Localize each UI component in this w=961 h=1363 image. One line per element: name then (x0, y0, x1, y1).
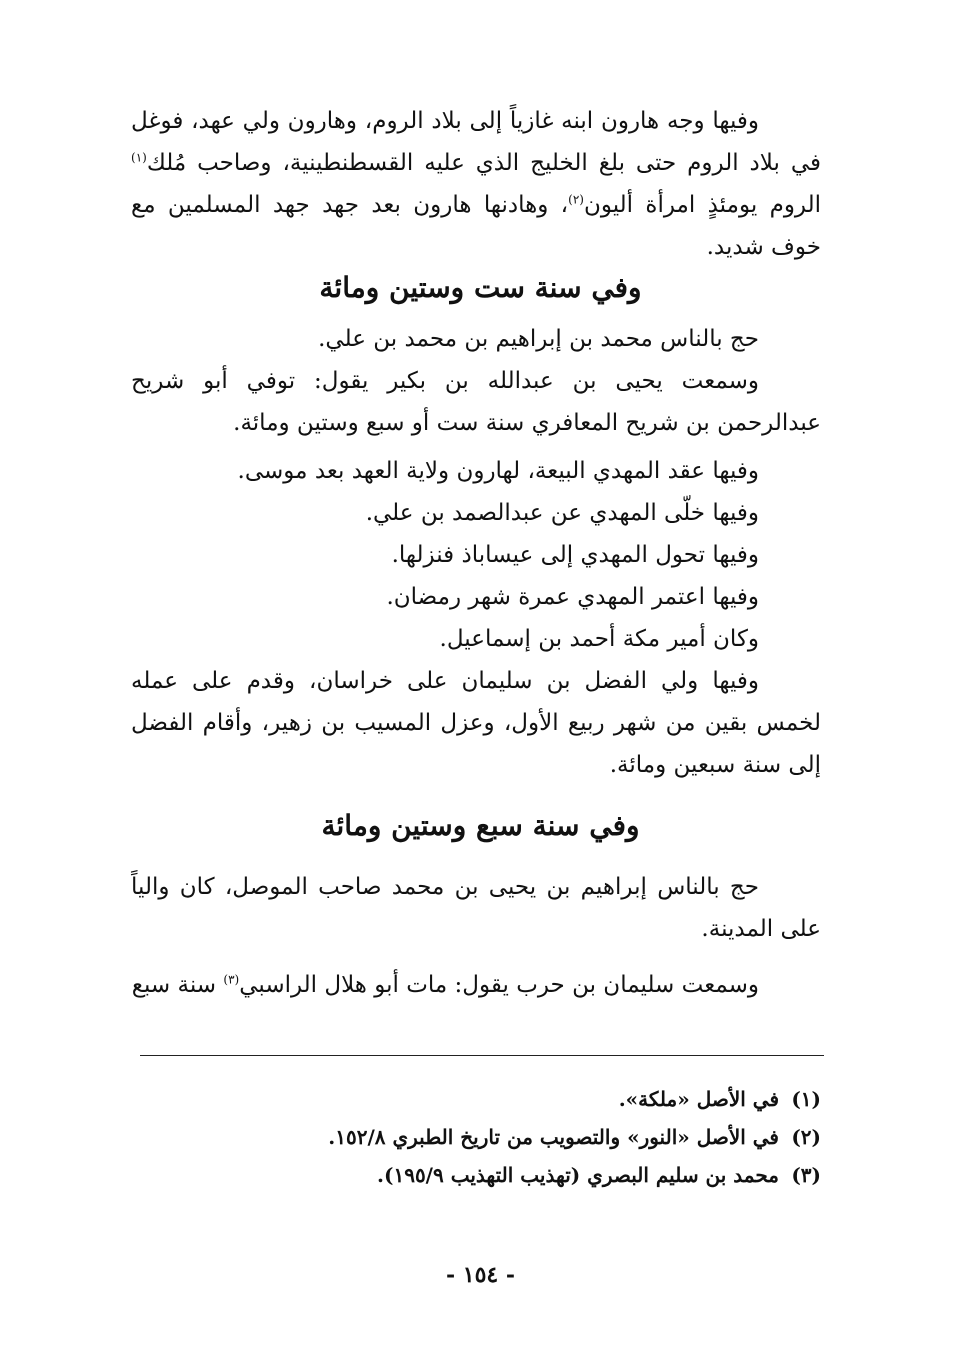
footnote-text: محمد بن سليم البصري (تهذيب التهذيب ١٩٥/٩). (377, 1163, 779, 1187)
section-166-p4: وفيها خلّى المهدي عن عبدالصمد بن علي. (365, 500, 759, 526)
footnote-3 (137, 1156, 821, 1194)
intro-paragraph-block (131, 100, 821, 268)
section-167-block (131, 866, 821, 1006)
footnote-number: (٢) (791, 1125, 821, 1149)
section-heading-167: وفي سنة سبع وستين ومائة (321, 809, 640, 842)
footnote-divider (140, 1055, 824, 1056)
section-166-p1: حج بالناس محمد بن إبراهيم بن محمد بن علي. (318, 326, 759, 352)
section-167-p2 (131, 964, 821, 1006)
footnote-ref-2: (٢) (568, 192, 584, 207)
section-166-p8: وفيها ولي الفضل بن سليمان على خراسان، وقدم على عمله لخمس بقين من شهر ربيع الأول، وعزل المسيب بن زهير، وأقام الفضل إلى سنة سبعين ومائة. (131, 668, 821, 778)
section-167-p2-text2: سنة سبع (131, 972, 224, 998)
footnote-ref-1: (١) (131, 150, 147, 165)
footnote-2 (137, 1118, 821, 1156)
footnote-ref-3: (٣) (223, 972, 240, 987)
intro-text-3: ، وهادنها هارون بعد جهد جهد المسلمين مع خوف شديد. (131, 192, 821, 260)
section-heading-166: وفي سنة ست وستين ومائة (319, 271, 642, 304)
intro-text-2: الروم يومئذٍ امرأة أليون (583, 192, 822, 218)
page-number: - ١٥٤ - (445, 1262, 516, 1288)
footnote-number: (٣) (791, 1163, 821, 1187)
footnotes (137, 1080, 821, 1194)
section-166-p5: وفيها تحول المهدي إلى عيساباذ فنزلها. (391, 542, 759, 568)
footnote-number: (١) (791, 1087, 821, 1111)
section-166-block (131, 318, 821, 786)
section-166-p2: وسمعت يحيى بن عبدالله بن بكير يقول: توفي أبو شريح عبدالرحمن بن شريح المعافري سنة ست أو سبع وستين ومائة. (131, 368, 821, 436)
intro-paragraph (131, 100, 821, 268)
section-166-p6: وفيها اعتمر المهدي عمرة شهر رمضان. (386, 584, 759, 610)
section-166-p7: وكان أمير مكة أحمد بن إسماعيل. (439, 626, 759, 652)
section-167-p2-text: وسمعت سليمان بن حرب يقول: مات أبو هلال الراسبي (239, 972, 759, 998)
footnote-1 (137, 1080, 821, 1118)
section-166-p3: وفيها عقد المهدي البيعة، لهارون ولاية العهد بعد موسى. (237, 458, 759, 484)
footnote-text: في الأصل «ملكة». (618, 1087, 779, 1111)
footnote-text: في الأصل «النور» والتصويب من تاريخ الطبري ١٥٢/٨. (328, 1125, 779, 1149)
section-167-p1: حج بالناس إبراهيم بن يحيى بن محمد صاحب الموصل، كان والياً على المدينة. (131, 874, 821, 942)
intro-text-1: وفيها وجه هارون ابنه غازياً إلى بلاد الروم، وهارون ولي عهد، فوغل في بلاد الروم حتى بلغ الخليج الذي عليه القسطنطينية، وصاحب مُلك (131, 108, 821, 176)
